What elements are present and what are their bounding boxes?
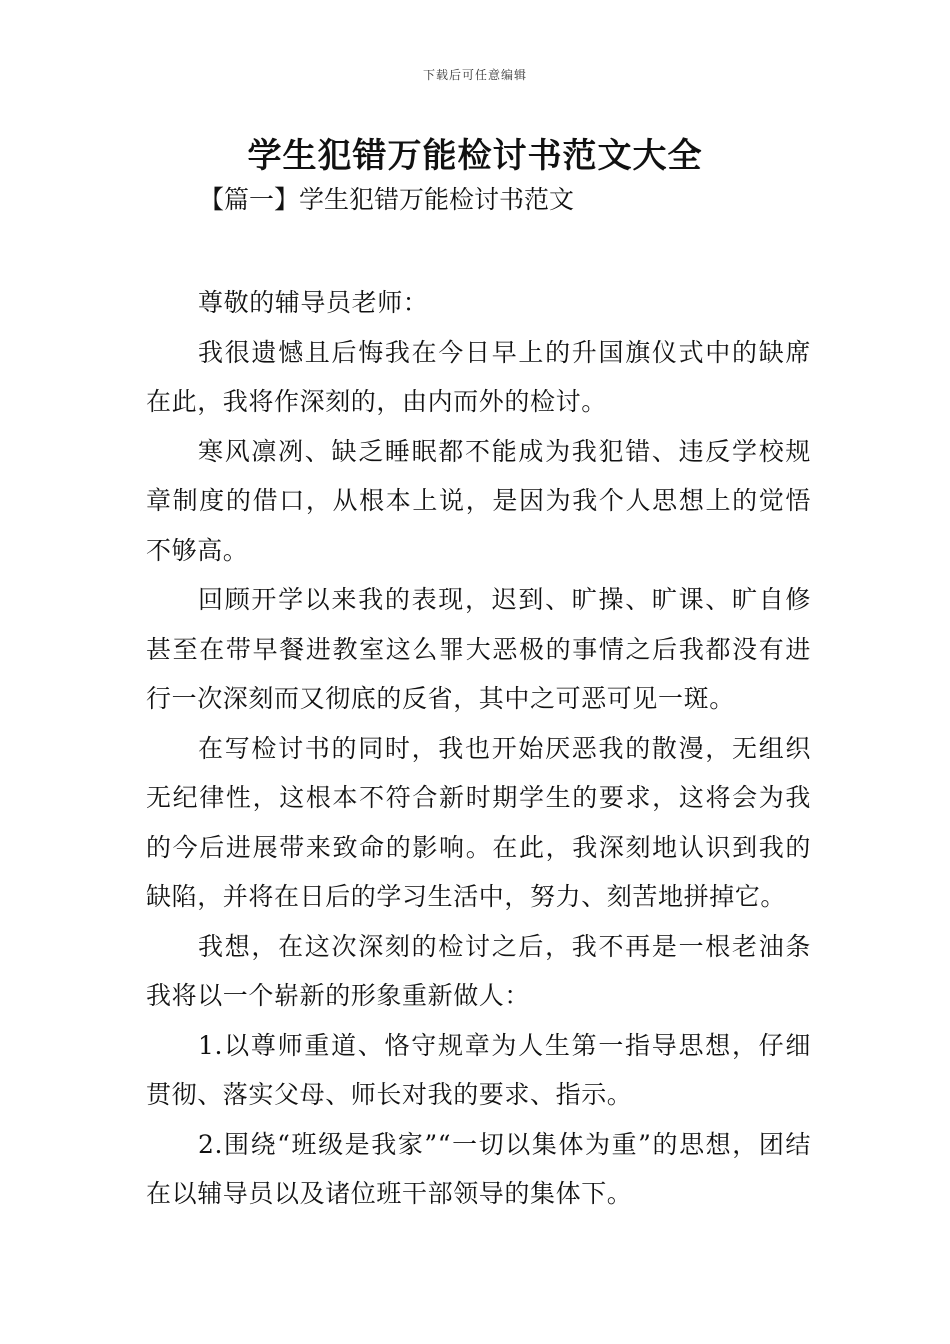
header-note: 下载后可任意编辑 bbox=[422, 68, 527, 82]
salutation: 尊敬的辅导员老师： bbox=[198, 288, 429, 317]
paragraph: 我很遗憾且后悔我在今日早上的升国旗仪式中的缺席在此，我将作深刻的，由内而外的检讨。 bbox=[146, 337, 811, 416]
paragraph: 回顾开学以来我的表现，迟到、旷操、旷课、旷自修甚至在带早餐进教室这么罪大恶极的事情之后我都没有进行一次深刻而又彻底的反省，其中之可恶可见一斑。 bbox=[146, 585, 811, 713]
list-item-1: 1.以尊师重道、恪守规章为人生第一指导思想，仔细贯彻、落实父母、师长对我的要求、指示。 bbox=[146, 1030, 811, 1109]
section-heading: 【篇一】学生犯错万能检讨书范文 bbox=[199, 185, 575, 214]
letter-body bbox=[146, 278, 811, 1219]
list-item-2: 2.围绕“班级是我家”“一切以集体为重”的思想，团结在以辅导员以及诸位班干部领导的集体下。 bbox=[146, 1129, 811, 1208]
paragraph: 寒风凛冽、缺乏睡眠都不能成为我犯错、违反学校规章制度的借口，从根本上说，是因为我个人思想上的觉悟不够高。 bbox=[146, 436, 811, 565]
paragraph: 我想，在这次深刻的检讨之后，我不再是一根老油条我将以一个崭新的形象重新做人： bbox=[146, 931, 811, 1010]
document-title: 学生犯错万能检讨书范文大全 bbox=[247, 136, 703, 176]
paragraph: 在写检讨书的同时，我也开始厌恶我的散漫，无组织无纪律性，这根本不符合新时期学生的要求，这将会为我的今后进展带来致命的影响。在此，我深刻地认识到我的缺陷，并将在日后的学习生活中，努力、刻苦地拼掉它。 bbox=[146, 733, 811, 911]
